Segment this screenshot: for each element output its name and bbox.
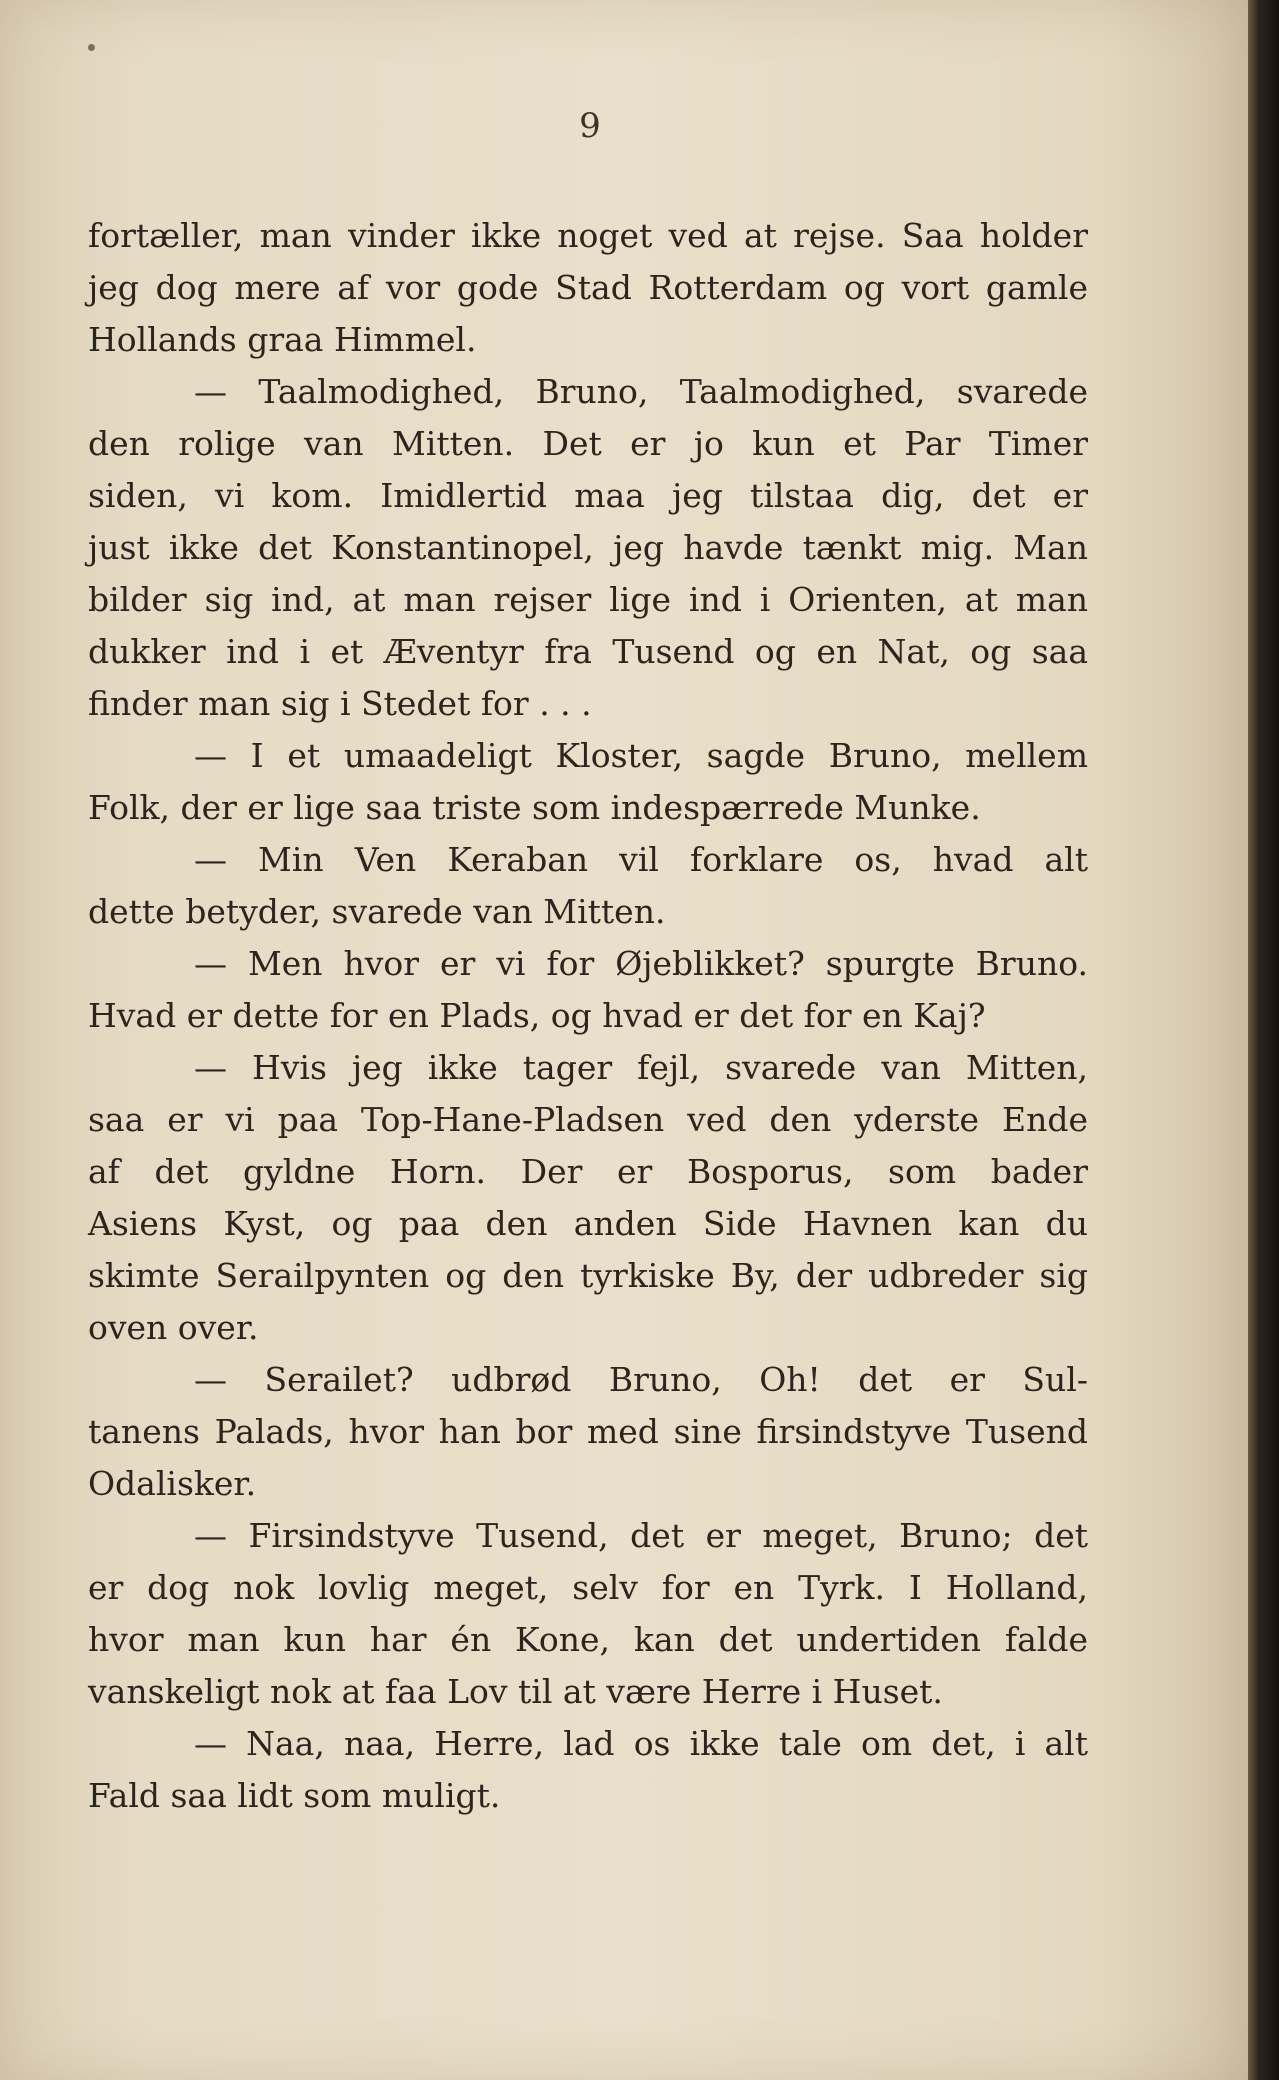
page-number: 9 — [579, 106, 601, 146]
text-line: Odalisker. — [88, 1464, 257, 1503]
text-line: oven over. — [88, 1308, 259, 1347]
text-line: skimte Serailpynten og den tyrkiske By, der udbreder sig — [88, 1256, 1088, 1295]
text-line: — Serailet? udbrød Bruno, Oh! det er Sul- — [194, 1360, 1088, 1399]
text-line: dette betyder, svarede van Mitten. — [88, 892, 666, 931]
text-line: — Taalmodighed, Bruno, Taalmodighed, svarede — [194, 372, 1088, 411]
text-line: bilder sig ind, at man rejser lige ind i Orienten, at man — [88, 580, 1088, 619]
text-line: dukker ind i et Æventyr fra Tusend og en Nat, og saa — [88, 632, 1088, 671]
ink-speck — [88, 44, 95, 51]
text-line: vanskeligt nok at faa Lov til at være Herre i Huset. — [88, 1672, 943, 1711]
text-line: Fald saa lidt som muligt. — [88, 1776, 501, 1815]
text-line: Folk, der er lige saa triste som indespærrede Munke. — [88, 788, 981, 827]
text-line: — Men hvor er vi for Øjeblikket? spurgte Bruno. — [194, 944, 1088, 983]
text-line: finder man sig i Stedet for . . . — [88, 684, 592, 723]
text-line: jeg dog mere af vor gode Stad Rotterdam og vort gamle — [88, 268, 1088, 307]
text-line: Hvad er dette for en Plads, og hvad er det for en Kaj? — [88, 996, 986, 1035]
text-line: den rolige van Mitten. Det er jo kun et Par Timer — [88, 424, 1088, 463]
text-line: — Naa, naa, Herre, lad os ikke tale om det, i alt — [194, 1724, 1088, 1763]
text-line: fortæller, man vinder ikke noget ved at rejse. Saa holder — [88, 216, 1088, 255]
text-line: er dog nok lovlig meget, selv for en Tyrk. I Holland, — [88, 1568, 1088, 1607]
text-line: siden, vi kom. Imidlertid maa jeg tilstaa dig, det er — [88, 476, 1088, 515]
text-line: Hollands graa Himmel. — [88, 320, 477, 359]
body-text — [88, 210, 1088, 1822]
text-line: af det gyldne Horn. Der er Bosporus, som bader — [88, 1152, 1088, 1191]
text-line: hvor man kun har én Kone, kan det undertiden falde — [88, 1620, 1088, 1659]
text-line: — I et umaadeligt Kloster, sagde Bruno, mellem — [194, 736, 1088, 775]
text-line: — Min Ven Keraban vil forklare os, hvad alt — [194, 840, 1088, 879]
text-line: tanens Palads, hvor han bor med sine firsindstyve Tusend — [88, 1412, 1088, 1451]
book-spine-shadow — [1248, 0, 1279, 2080]
text-line: — Hvis jeg ikke tager fejl, svarede van Mitten, — [194, 1048, 1088, 1087]
text-line: saa er vi paa Top-Hane-Pladsen ved den yderste Ende — [88, 1100, 1088, 1139]
text-line: just ikke det Konstantinopel, jeg havde tænkt mig. Man — [88, 528, 1088, 567]
text-line: Asiens Kyst, og paa den anden Side Havnen kan du — [88, 1204, 1088, 1243]
text-line: — Firsindstyve Tusend, det er meget, Bruno; det — [194, 1516, 1088, 1555]
